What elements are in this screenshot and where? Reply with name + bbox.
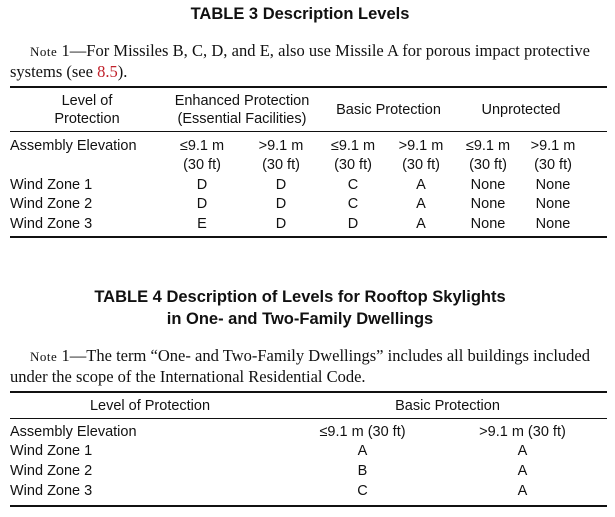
table4-header-basic: Basic Protection: [395, 398, 500, 414]
table3-header-basic: Basic Protection: [336, 102, 441, 118]
table3-row2-col6: None: [535, 196, 571, 212]
table4-row3-col1: C: [357, 483, 368, 499]
table3-elev-col3-line1: ≤9.1 m: [330, 138, 376, 154]
table3-row2-col1: D: [196, 196, 208, 212]
table4-elevation-label: Assembly Elevation: [10, 424, 137, 440]
table3-elev-col1-line2: (30 ft): [183, 157, 221, 173]
table3-row2-col4: A: [416, 196, 426, 212]
table3-header-level-line1: Level of: [61, 93, 113, 109]
table3-header-enhanced-line2: (Essential Facilities): [177, 111, 307, 127]
table3-row1-col3: C: [347, 177, 359, 193]
table3-row2-col3: C: [347, 196, 359, 212]
table3-elev-col1-line1: ≤9.1 m: [179, 138, 225, 154]
table3-row1-col5: None: [470, 177, 506, 193]
table3-elev-col3-line2: (30 ft): [334, 157, 372, 173]
table3-row3-col1: E: [197, 216, 207, 232]
table4-note-number: 1: [61, 346, 70, 365]
table3-row3-col6: None: [535, 216, 571, 232]
table3-elev-col5-line1: ≤9.1 m: [465, 138, 511, 154]
table3-elev-col5-line2: (30 ft): [469, 157, 507, 173]
table3-note-label: Note: [30, 44, 58, 59]
table3-header-level-line2: Protection: [54, 111, 120, 127]
table3-elevation-label: Assembly Elevation: [10, 138, 137, 154]
table3-row3-col5: None: [470, 216, 506, 232]
table3-row2-col2: D: [275, 196, 287, 212]
table4-elev-col1: ≤9.1 m (30 ft): [319, 424, 406, 440]
table3-row2-col5: None: [470, 196, 506, 212]
table3-top-rule: [10, 86, 607, 88]
table4-row2-col1: B: [357, 463, 368, 479]
table4-row1-label: Wind Zone 1: [10, 443, 93, 459]
table4-row1-col2: A: [517, 443, 528, 459]
table3-elev-col6-line2: (30 ft): [534, 157, 572, 173]
table3-bottom-rule: [10, 236, 607, 238]
table3-row3-label: Wind Zone 3: [10, 216, 93, 232]
table3-row3-col4: A: [416, 216, 426, 232]
table4-note: [10, 346, 590, 387]
table3-row1-col2: D: [275, 177, 287, 193]
table4-row2-label: Wind Zone 2: [10, 463, 93, 479]
table4-note-text: —The term “One- and Two-Family Dwellings” includes all buildings included under the scope of the International Residential Code.: [10, 346, 590, 386]
table3-row2-label: Wind Zone 2: [10, 196, 93, 212]
section-reference-link[interactable]: 8.5: [97, 62, 118, 81]
table3-elev-col6-line1: >9.1 m: [530, 138, 576, 154]
table4-row2-col2: A: [517, 463, 528, 479]
table3-row3-col3: D: [347, 216, 359, 232]
table4-title-line2: in One- and Two-Family Dwellings: [166, 310, 434, 328]
table3-header-rule: [10, 131, 607, 132]
table4-row1-col1: A: [357, 443, 368, 459]
table3-elev-col2-line1: >9.1 m: [258, 138, 304, 154]
table4-row3-col2: A: [517, 483, 528, 499]
table3-row3-col2: D: [275, 216, 287, 232]
table3-title: TABLE 3 Description Levels: [190, 5, 410, 23]
table4-elev-col2: >9.1 m (30 ft): [479, 424, 566, 440]
table4-header-rule: [10, 418, 607, 419]
table4-header-level: Level of Protection: [89, 398, 211, 414]
table3-header-enhanced-line1: Enhanced Protection: [174, 93, 310, 109]
table4-top-rule: [10, 391, 607, 393]
table4-row3-label: Wind Zone 3: [10, 483, 93, 499]
table3-elev-col4-line1: >9.1 m: [398, 138, 444, 154]
table3-row1-col6: None: [535, 177, 571, 193]
table3-note: [10, 41, 590, 82]
table3-note-text-before: —For Missiles B, C, D, and E, also use Missile A for porous impact protective systems (see: [10, 41, 591, 81]
table3-row1-col4: A: [416, 177, 426, 193]
table4-bottom-rule: [10, 505, 607, 507]
table4-note-label: Note: [30, 349, 58, 364]
table4-title-line1: TABLE 4 Description of Levels for Rooftop Skylights: [94, 288, 506, 306]
table3-row1-label: Wind Zone 1: [10, 177, 93, 193]
table3-note-text-after: ).: [117, 62, 128, 81]
table3-elev-col4-line2: (30 ft): [402, 157, 440, 173]
table3-elev-col2-line2: (30 ft): [262, 157, 300, 173]
table3-note-number: 1: [61, 41, 70, 60]
table3-row1-col1: D: [196, 177, 208, 193]
table3-header-unprotected: Unprotected: [481, 102, 561, 118]
